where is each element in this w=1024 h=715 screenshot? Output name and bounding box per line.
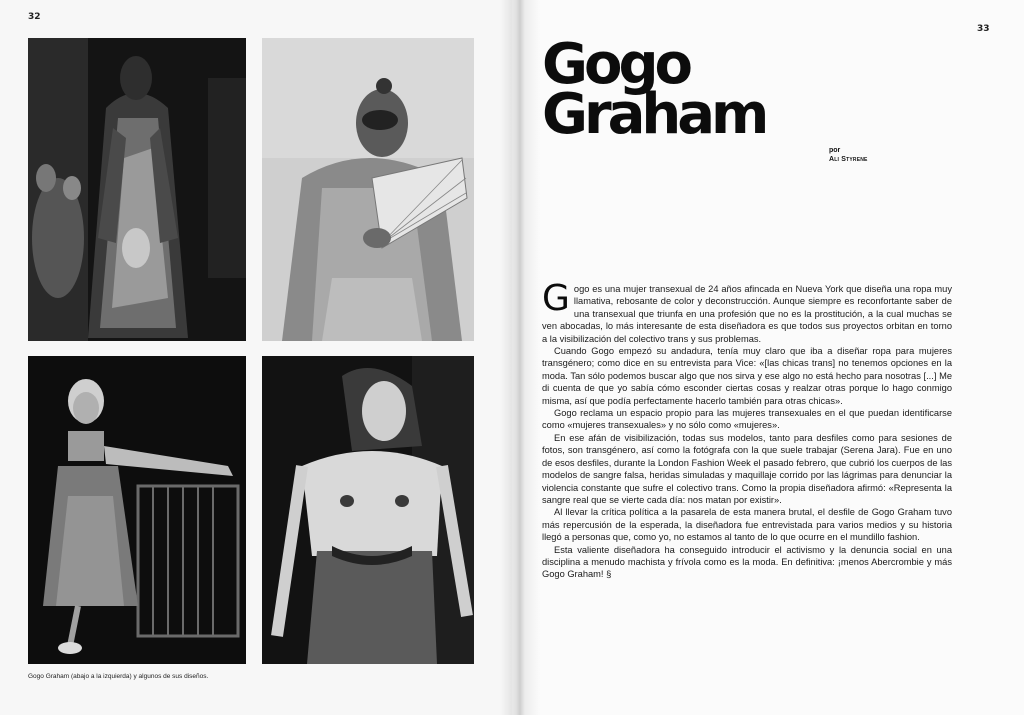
article-paragraph: Al llevar la crítica política a la pasarela de esta manera brutal, el desfile de Gogo Graham tuvo más repercusión de la esperada, la diseñadora fue entrevistada para varios medios y su historia llegó a personas que, como yo, no estamos al tanto de lo que ocurre en el mundillo fashion. [542,507,952,543]
article-paragraph [542,278,952,345]
byline-author: Ali Styrene [829,156,868,163]
right-page-number: 33 [977,24,990,34]
drop-cap: G [542,278,570,319]
right-page [512,0,1024,715]
paragraph-text: ogo es una mujer transexual de 24 años afincada en Nueva York que diseña una ropa muy llamativa, rebosante de color y deconstrucción. Aunque siempre es reconfortante saber de una transexual que triunfa en una profesión que no es la prostitución, a la cual muchas se ven abocadas, lo más interesante de esta diseñadora es que todos sus proyectos orbitan en torno a la visibilización del colectivo trans y sus problemas. [542,284,952,344]
article-paragraph: Cuando Gogo empezó su andadura, tenía muy claro que iba a diseñar ropa para mujeres transgénero; como dice en su entrevista para Vice: «[las chicas trans] no tenemos opciones en la moda. Tan sólo podemos buscar algo que nos sirva y ese algo no está hecho para nosotras [...] Me di cuenta de que yo sabía cómo esconder ciertas cosas y realzar otras porque lo hago conmigo misma, así que podía perfectamente hacerlo también para otras chicas». [542,346,952,406]
photo-caption: Gogo Graham (abajo a la izquierda) y algunos de sus diseños. [28,673,209,680]
article-title-line-1: Gogo [542,32,689,97]
left-page-number: 32 [28,12,41,22]
article-title-line-2: Graham [542,82,766,147]
byline [829,146,868,164]
article-paragraph: En ese afán de visibilización, todas sus modelos, tanto para desfiles como para sesiones de fotos, son transgénero, así como la fotógrafa con la que suele trabajar (Serena Jara). Fue en uno de esos desfiles, durante la London Fashion Week el pasado febrero, que cubrió los cuerpos de las modelos de sangre falsa, heridas simuladas y maquillaje corrido por las lágrimas para denunciar la violencia constante que sufre el colectivo trans. Como la propia diseñadora afirmó: «Representa la sangre real que se vierte cada día: nos matan por existir». [542,432,952,505]
photo-runway-model-halter-dress [28,38,246,341]
article-paragraph: Esta valiente diseñadora ha conseguido introducir el activismo y la denuncia social en una disciplina a menudo machista y frívola como es la moda. En definitiva: ¡menos Abercrombie y más Gogo Graham! § [542,544,952,580]
photo-model-holding-fan [262,38,474,341]
article-body [542,278,952,581]
article-title [542,32,766,147]
article-paragraph: Gogo reclama un espacio propio para las mujeres transexuales en el que puedan identificarse como «mujeres transexuales» y no sólo como «mujeres». [542,408,952,431]
photo-gogo-graham-portrait [28,356,246,664]
byline-label: por [829,147,841,154]
photo-model-topless-blood-skirt [262,356,474,664]
